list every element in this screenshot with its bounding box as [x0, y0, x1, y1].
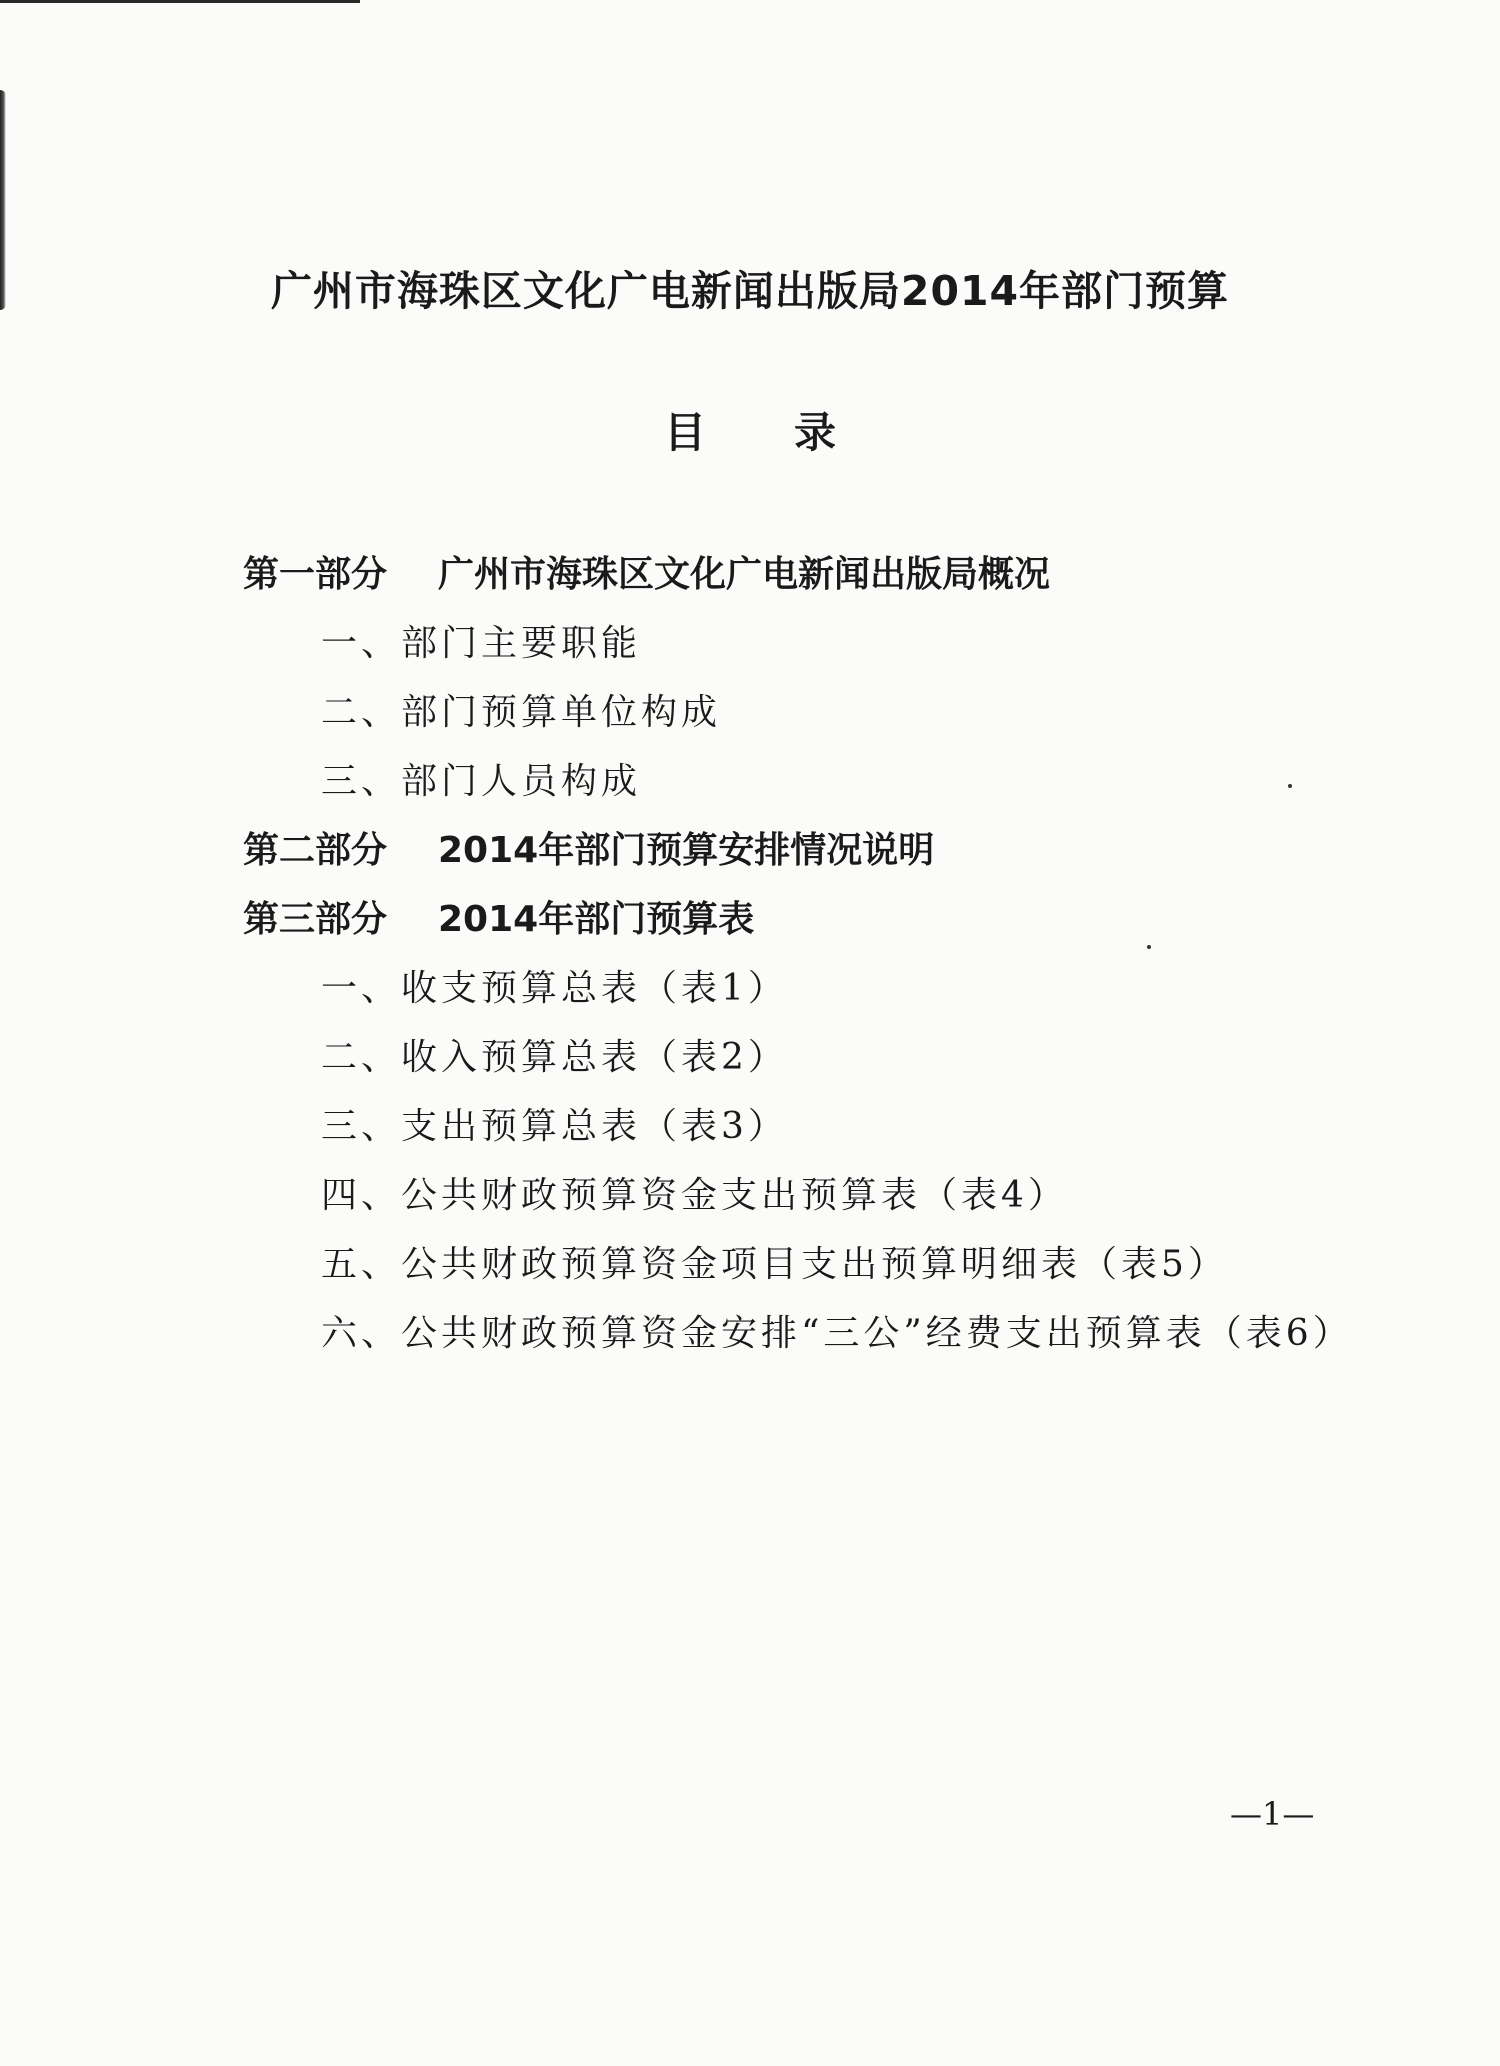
toc-item: 一、收支预算总表（表1） [321, 968, 788, 1009]
toc-part [243, 540, 1443, 609]
toc-heading-right: 录 [794, 408, 837, 457]
part-title: 2014年部门预算安排情况说明 [438, 830, 935, 871]
part-label: 第三部分 [243, 899, 388, 940]
toc-item: 一、部门主要职能 [321, 623, 642, 664]
toc-item: 三、部门人员构成 [321, 761, 642, 802]
toc-item: 二、部门预算单位构成 [321, 692, 722, 733]
toc-item: 五、公共财政预算资金项目支出预算明细表（表5） [321, 1244, 1228, 1285]
scan-border-line [0, 0, 360, 3]
part-label: 第一部分 [243, 554, 388, 595]
part-title: 2014年部门预算表 [438, 899, 755, 940]
table-of-contents [243, 540, 1443, 1368]
document-title: 广州市海珠区文化广电新闻出版局2014年部门预算 [270, 267, 1230, 315]
part-label: 第二部分 [243, 830, 388, 871]
toc-heading [0, 400, 1500, 460]
toc-item: 六、公共财政预算资金安排“三公”经费支出预算表（表6） [321, 1313, 1353, 1354]
toc-heading-left: 目 [663, 408, 706, 457]
part-title: 广州市海珠区文化广电新闻出版局概况 [438, 554, 1051, 595]
toc-item: 四、公共财政预算资金支出预算表（表4） [321, 1175, 1068, 1216]
toc-part [243, 816, 1443, 885]
toc-item: 二、收入预算总表（表2） [321, 1037, 788, 1078]
toc-part [243, 885, 1443, 954]
page-number: —1— [1230, 1795, 1315, 1833]
toc-item: 三、支出预算总表（表3） [321, 1106, 788, 1147]
